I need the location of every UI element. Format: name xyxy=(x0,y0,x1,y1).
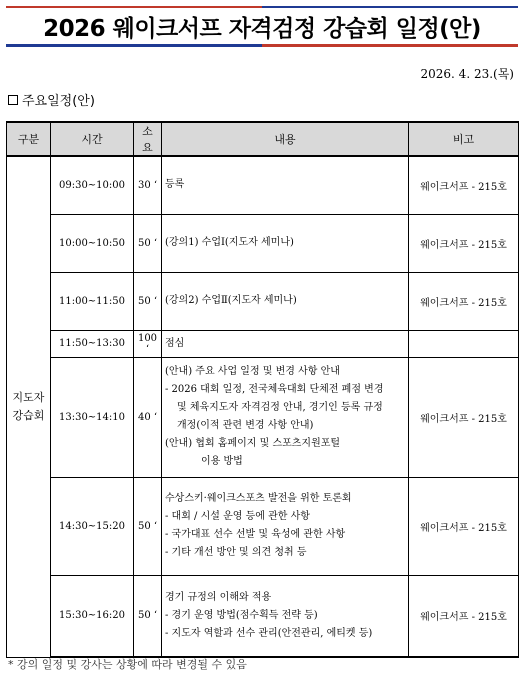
note-cell: 웨이크서프 - 215호 xyxy=(409,575,519,657)
time-cell: 10:00~10:50 xyxy=(51,214,134,272)
footer-note: * 강의 일정 및 강사는 상황에 따라 변경될 수 있음 xyxy=(8,658,247,671)
content-cell xyxy=(162,214,409,272)
table-row xyxy=(7,477,519,575)
schedule-table xyxy=(6,121,519,658)
note-cell: 웨이크서프 - 215호 xyxy=(409,156,519,214)
table-row xyxy=(7,272,519,330)
content-line: 점심 xyxy=(165,337,185,349)
note-cell: 웨이크서프 - 215호 xyxy=(409,214,519,272)
document-date: 2026. 4. 23.(목) xyxy=(420,67,514,81)
content-line: (안내) 주요 사업 일정 및 변경 사항 안내 xyxy=(165,366,340,377)
content-line: 수상스키·웨이크스포츠 발전을 위한 토론회 xyxy=(165,493,352,504)
note-cell: 웨이크서프 - 215호 xyxy=(409,272,519,330)
header-duration: 소요 xyxy=(134,122,162,156)
time-cell: 11:50~13:30 xyxy=(51,330,134,357)
table-header-row xyxy=(7,122,519,156)
note-cell xyxy=(409,330,519,357)
title-bottom-rule xyxy=(6,44,518,47)
content-line: (안내) 협회 홈페이지 및 스포츠지원포털 xyxy=(165,438,341,449)
time-cell: 11:00~11:50 xyxy=(51,272,134,330)
content-cell xyxy=(162,156,409,214)
duration-cell: 50 ‘ xyxy=(134,575,162,657)
content-cell xyxy=(162,330,409,357)
content-line: 개정(이적 관련 변경 사항 안내) xyxy=(177,420,314,431)
table-row xyxy=(7,330,519,357)
content-cell xyxy=(162,272,409,330)
checkbox-square-icon xyxy=(8,95,18,105)
duration-cell: 50 ‘ xyxy=(134,272,162,330)
note-cell: 웨이크서프 - 215호 xyxy=(409,357,519,477)
category-cell xyxy=(7,156,51,657)
header-note: 비고 xyxy=(409,122,519,156)
section-heading xyxy=(8,90,95,109)
table-row xyxy=(7,357,519,477)
duration-cell: 40 ‘ xyxy=(134,357,162,477)
time-cell: 14:30~15:20 xyxy=(51,477,134,575)
time-cell: 13:30~14:10 xyxy=(51,357,134,477)
table-row xyxy=(7,214,519,272)
content-line: - 2026 대회 일정, 전국체육대회 단체전 폐점 변경 xyxy=(165,384,384,395)
content-cell xyxy=(162,477,409,575)
content-line: - 기타 개선 방안 및 의견 청취 등 xyxy=(165,547,307,558)
duration-cell: 100 ‘ xyxy=(134,330,162,357)
section-label: 주요일정(안) xyxy=(22,94,95,109)
table-row xyxy=(7,156,519,214)
note-cell: 웨이크서프 - 215호 xyxy=(409,477,519,575)
duration-cell: 30 ‘ xyxy=(134,156,162,214)
content-line: (강의1) 수업Ⅰ(지도자 세미나) xyxy=(165,237,294,248)
content-line: 및 체육지도자 자격검정 안내, 경기인 등록 규정 xyxy=(177,402,383,413)
content-line: - 국가대표 선수 선발 및 육성에 관한 사항 xyxy=(165,529,346,540)
content-cell xyxy=(162,357,409,477)
document-title: 2026 웨이크서프 자격검정 강습회 일정(안) xyxy=(43,16,481,42)
header-time: 시간 xyxy=(51,122,134,156)
time-cell: 09:30~10:00 xyxy=(51,156,134,214)
content-line: - 지도자 역할과 선수 관리(안전관리, 에티켓 등) xyxy=(165,627,373,639)
category-line: 지도자 xyxy=(12,390,45,404)
content-line: - 대회 / 시설 운영 등에 관한 사항 xyxy=(165,511,310,522)
content-line: (강의2) 수업Ⅱ(지도자 세미나) xyxy=(165,295,297,306)
duration-cell: 50 ‘ xyxy=(134,477,162,575)
category-line: 강습회 xyxy=(12,408,45,422)
header-content: 내용 xyxy=(162,122,409,156)
content-line: 경기 규정의 이해와 적용 xyxy=(165,591,272,603)
content-line: 이용 방법 xyxy=(201,456,243,467)
table-row xyxy=(7,575,519,657)
duration-cell: 50 ‘ xyxy=(134,214,162,272)
title-top-rule xyxy=(6,6,518,8)
content-cell xyxy=(162,575,409,657)
content-line: - 경기 운영 방법(점수획득 전략 등) xyxy=(165,609,318,621)
time-cell: 15:30~16:20 xyxy=(51,575,134,657)
content-line: 등록 xyxy=(165,179,185,191)
header-category: 구분 xyxy=(7,122,51,156)
